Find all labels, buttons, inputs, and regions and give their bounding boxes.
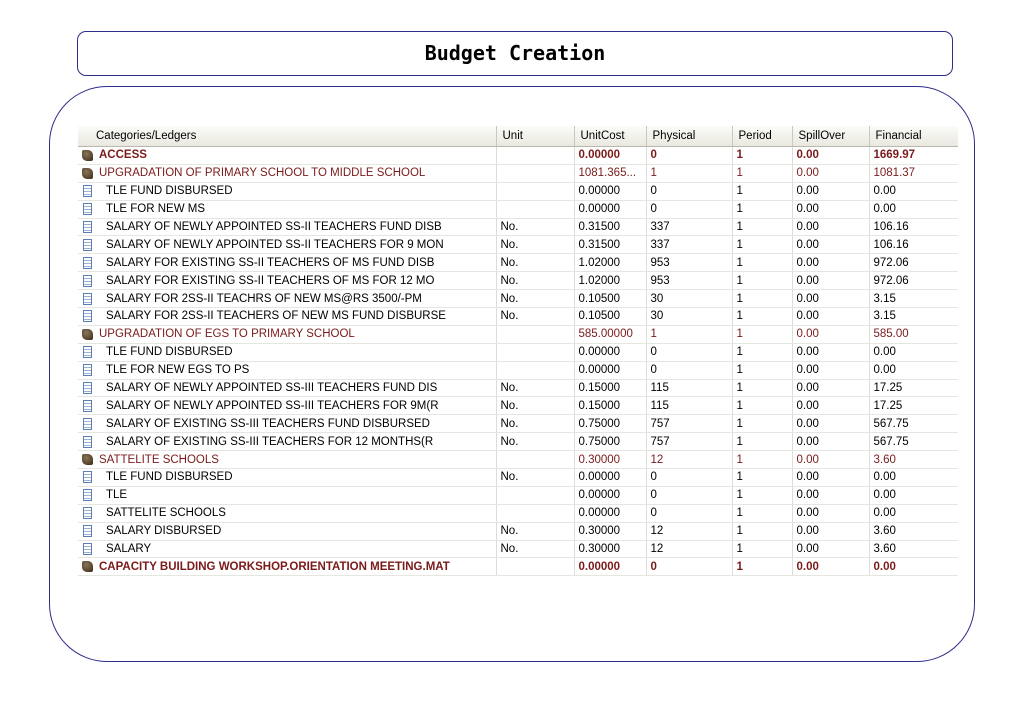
document-icon [83,418,92,430]
cell-unitcost[interactable]: 0.75000 [574,433,646,451]
cell-unit[interactable] [496,200,574,218]
cell-spillover[interactable]: 0.00 [792,272,869,290]
row-name: SALARY OF EXISTING SS-III TEACHERS FOR 12 MONTHS(R [106,435,434,448]
cell-financial[interactable]: 972.06 [869,254,958,272]
cell-unitcost[interactable]: 0.00000 [574,182,646,200]
cell-unitcost[interactable]: 0.00000 [574,343,646,361]
cell-unitcost[interactable]: 1.02000 [574,254,646,272]
cell-financial[interactable]: 0.00 [869,558,958,576]
document-icon [83,382,92,394]
cell-financial[interactable]: 0.00 [869,504,958,522]
category-row[interactable] [78,451,958,469]
folder-icon [82,454,93,465]
cell-period[interactable]: 1 [732,361,792,379]
row-name-cell[interactable] [78,433,496,451]
cell-unitcost[interactable]: 0.00000 [574,200,646,218]
cell-spillover[interactable]: 0.00 [792,343,869,361]
cell-physical[interactable]: 953 [646,272,732,290]
cell-spillover[interactable]: 0.00 [792,308,869,326]
document-icon [83,310,92,322]
row-name: SALARY OF NEWLY APPOINTED SS-III TEACHERS FUND DIS [106,382,438,395]
cell-spillover[interactable]: 0.00 [792,469,869,487]
cell-financial[interactable]: 106.16 [869,218,958,236]
ledger-row[interactable] [78,218,958,236]
cell-unitcost[interactable]: 0.10500 [574,308,646,326]
cell-period[interactable]: 1 [732,254,792,272]
cell-spillover[interactable]: 0.00 [792,558,869,576]
cell-physical[interactable]: 0 [646,343,732,361]
cell-period[interactable]: 1 [732,325,792,343]
cell-unit[interactable]: No. [496,218,574,236]
budget-grid [78,126,958,587]
cell-unit[interactable]: No. [496,236,574,254]
column-header-unitcost[interactable]: UnitCost [574,126,646,147]
cell-physical[interactable]: 337 [646,236,732,254]
folder-icon [82,150,93,161]
cell-period[interactable]: 1 [732,522,792,540]
row-name: SALARY [106,543,152,556]
row-name-cell[interactable] [78,558,496,576]
cell-spillover[interactable]: 0.00 [792,451,869,469]
ledger-row[interactable] [78,522,958,540]
ledger-row[interactable] [78,361,958,379]
cell-physical[interactable]: 1 [646,164,732,182]
document-icon [83,221,92,233]
cell-unitcost[interactable]: 0.00000 [574,361,646,379]
cell-period[interactable]: 1 [732,218,792,236]
cell-unitcost[interactable]: 0.10500 [574,290,646,308]
cell-spillover[interactable]: 0.00 [792,361,869,379]
document-icon [83,436,92,448]
document-icon [83,239,92,251]
row-name: UPGRADATION OF PRIMARY SCHOOL TO MIDDLE SCHOOL [99,167,426,180]
row-name: SALARY FOR EXISTING SS-II TEACHERS OF MS FUND DISB [106,256,435,269]
ledger-row[interactable] [78,379,958,397]
ledger-row[interactable] [78,415,958,433]
cell-unit[interactable]: No. [496,415,574,433]
row-name: CAPACITY BUILDING WORKSHOP.ORIENTATION MEETING.MAT [99,560,450,573]
document-icon [83,400,92,412]
row-name: TLE FUND DISBURSED [106,471,233,484]
cell-period[interactable]: 1 [732,272,792,290]
cell-financial[interactable]: 3.60 [869,540,958,558]
cell-physical[interactable]: 12 [646,522,732,540]
document-icon [83,364,92,376]
cell-physical[interactable]: 953 [646,254,732,272]
ledger-row[interactable] [78,236,958,254]
column-header-spillover[interactable]: SpillOver [792,126,869,147]
cell-financial[interactable]: 3.60 [869,451,958,469]
cell-unit[interactable]: No. [496,308,574,326]
row-name-cell[interactable] [78,361,496,379]
document-icon [83,489,92,501]
ledger-row[interactable] [78,469,958,487]
title-panel [77,31,953,76]
cell-financial[interactable]: 585.00 [869,325,958,343]
cell-spillover[interactable]: 0.00 [792,182,869,200]
document-icon [83,543,92,555]
cell-spillover[interactable]: 0.00 [792,504,869,522]
cell-financial[interactable]: 0.00 [869,361,958,379]
cell-financial[interactable]: 1669.97 [869,147,958,165]
cell-unit[interactable] [496,486,574,504]
cell-unit[interactable]: No. [496,540,574,558]
category-row[interactable] [78,325,958,343]
row-name-cell[interactable] [78,469,496,487]
cell-spillover[interactable]: 0.00 [792,147,869,165]
cell-financial[interactable]: 0.00 [869,469,958,487]
row-name-cell[interactable] [78,272,496,290]
cell-spillover[interactable]: 0.00 [792,540,869,558]
row-name: SALARY OF NEWLY APPOINTED SS-II TEACHERS FUND DISB [106,221,442,234]
cell-physical[interactable]: 337 [646,218,732,236]
cell-unitcost[interactable]: 0.15000 [574,379,646,397]
cell-period[interactable]: 1 [732,290,792,308]
cell-period[interactable]: 1 [732,451,792,469]
document-icon [83,507,92,519]
cell-unit[interactable] [496,451,574,469]
cell-physical[interactable]: 30 [646,308,732,326]
ledger-row[interactable] [78,433,958,451]
cell-unitcost[interactable]: 0.30000 [574,522,646,540]
cell-unit[interactable]: No. [496,469,574,487]
cell-unit[interactable]: No. [496,433,574,451]
cell-physical[interactable]: 757 [646,433,732,451]
ledger-row[interactable] [78,290,958,308]
row-name-cell[interactable] [78,325,496,343]
cell-financial[interactable]: 567.75 [869,415,958,433]
document-icon [83,203,92,215]
category-row[interactable] [78,558,958,576]
row-name: ACCESS [99,149,147,162]
ledger-row[interactable] [78,272,958,290]
cell-financial[interactable]: 0.00 [869,200,958,218]
cell-period[interactable]: 1 [732,379,792,397]
budget-table [78,126,958,576]
column-header-period[interactable]: Period [732,126,792,147]
cell-physical[interactable]: 0 [646,558,732,576]
ledger-row[interactable] [78,504,958,522]
cell-physical[interactable]: 757 [646,415,732,433]
row-name-cell[interactable] [78,451,496,469]
row-name: SALARY FOR 2SS-II TEACHERS OF NEW MS FUND DISBURSE [106,310,446,323]
cell-period[interactable]: 1 [732,164,792,182]
folder-icon [82,168,93,179]
cell-spillover[interactable]: 0.00 [792,164,869,182]
row-name: SALARY DISBURSED [106,525,222,538]
cell-period[interactable]: 1 [732,308,792,326]
cell-unitcost[interactable]: 1.02000 [574,272,646,290]
row-name-cell[interactable] [78,308,496,326]
cell-spillover[interactable]: 0.00 [792,379,869,397]
cell-physical[interactable]: 0 [646,147,732,165]
cell-unitcost[interactable]: 0.00000 [574,504,646,522]
cell-financial[interactable]: 17.25 [869,397,958,415]
row-name-cell[interactable] [78,254,496,272]
document-icon [83,471,92,483]
ledger-row[interactable] [78,486,958,504]
column-header-physical[interactable]: Physical [646,126,732,147]
ledger-row[interactable] [78,343,958,361]
cell-unit[interactable]: No. [496,272,574,290]
cell-financial[interactable]: 3.60 [869,522,958,540]
cell-physical[interactable]: 12 [646,540,732,558]
cell-financial[interactable]: 17.25 [869,379,958,397]
row-name-cell[interactable] [78,164,496,182]
cell-unit[interactable]: No. [496,379,574,397]
row-name: TLE FUND DISBURSED [106,346,233,359]
row-name-cell[interactable] [78,486,496,504]
row-name: TLE FOR NEW MS [106,203,206,216]
cell-financial[interactable]: 0.00 [869,182,958,200]
cell-physical[interactable]: 0 [646,182,732,200]
row-name-cell[interactable] [78,522,496,540]
cell-spillover[interactable]: 0.00 [792,218,869,236]
cell-unit[interactable]: No. [496,522,574,540]
cell-unit[interactable] [496,361,574,379]
cell-physical[interactable]: 12 [646,451,732,469]
document-icon [83,293,92,305]
cell-physical[interactable]: 115 [646,397,732,415]
cell-spillover[interactable]: 0.00 [792,200,869,218]
cell-unitcost[interactable]: 585.00000 [574,325,646,343]
page-title: Budget Creation [424,41,606,65]
document-icon [83,346,92,358]
cell-period[interactable]: 1 [732,433,792,451]
row-name: UPGRADATION OF EGS TO PRIMARY SCHOOL [99,328,355,341]
row-name-cell[interactable] [78,182,496,200]
cell-spillover[interactable]: 0.00 [792,236,869,254]
cell-financial[interactable]: 1081.37 [869,164,958,182]
cell-unit[interactable] [496,164,574,182]
cell-physical[interactable]: 0 [646,469,732,487]
cell-period[interactable]: 1 [732,504,792,522]
cell-period[interactable]: 1 [732,397,792,415]
cell-spillover[interactable]: 0.00 [792,486,869,504]
cell-spillover[interactable]: 0.00 [792,522,869,540]
cell-unitcost[interactable]: 0.30000 [574,540,646,558]
row-name-cell[interactable] [78,218,496,236]
cell-unitcost[interactable]: 0.75000 [574,415,646,433]
document-icon [83,257,92,269]
cell-spillover[interactable]: 0.00 [792,325,869,343]
cell-unitcost[interactable]: 0.30000 [574,451,646,469]
cell-physical[interactable]: 0 [646,361,732,379]
cell-unit[interactable]: No. [496,397,574,415]
ledger-row[interactable] [78,308,958,326]
cell-unit[interactable] [496,147,574,165]
cell-unitcost[interactable]: 0.00000 [574,469,646,487]
cell-physical[interactable]: 30 [646,290,732,308]
cell-period[interactable]: 1 [732,200,792,218]
row-name-cell[interactable] [78,540,496,558]
cell-period[interactable]: 1 [732,147,792,165]
cell-spillover[interactable]: 0.00 [792,397,869,415]
row-name: SALARY FOR EXISTING SS-II TEACHERS OF MS FOR 12 MO [106,274,435,287]
cell-unitcost[interactable]: 0.15000 [574,397,646,415]
row-name: SATTELITE SCHOOLS [99,453,219,466]
document-icon [83,275,92,287]
cell-spillover[interactable]: 0.00 [792,254,869,272]
cell-unit[interactable]: No. [496,254,574,272]
row-name-cell[interactable] [78,236,496,254]
cell-period[interactable]: 1 [732,343,792,361]
cell-financial[interactable]: 972.06 [869,272,958,290]
row-name: SALARY FOR 2SS-II TEACHRS OF NEW MS@RS 3500/-PM [106,292,422,305]
ledger-row[interactable] [78,254,958,272]
cell-unit[interactable] [496,325,574,343]
cell-unitcost[interactable]: 0.31500 [574,236,646,254]
row-name: TLE FUND DISBURSED [106,185,233,198]
cell-financial[interactable]: 0.00 [869,486,958,504]
cell-unit[interactable] [496,504,574,522]
row-name-cell[interactable] [78,379,496,397]
cell-physical[interactable]: 0 [646,504,732,522]
column-header-categories[interactable]: Categories/Ledgers [78,126,496,147]
document-icon [83,185,92,197]
cell-period[interactable]: 1 [732,540,792,558]
row-name: TLE [106,489,128,502]
cell-financial[interactable]: 3.15 [869,290,958,308]
folder-icon [82,561,93,572]
header-row [78,126,958,147]
row-name: SATTELITE SCHOOLS [106,507,226,520]
cell-unit[interactable] [496,182,574,200]
cell-unitcost[interactable]: 0.00000 [574,486,646,504]
cell-unitcost[interactable]: 0.00000 [574,147,646,165]
folder-icon [82,329,93,340]
cell-period[interactable]: 1 [732,236,792,254]
ledger-row[interactable] [78,397,958,415]
cell-financial[interactable]: 0.00 [869,343,958,361]
cell-unitcost[interactable]: 0.00000 [574,558,646,576]
cell-physical[interactable]: 0 [646,486,732,504]
row-name: SALARY OF NEWLY APPOINTED SS-II TEACHERS FOR 9 MON [106,238,444,251]
cell-period[interactable]: 1 [732,558,792,576]
cell-financial[interactable]: 3.15 [869,308,958,326]
cell-physical[interactable]: 1 [646,325,732,343]
column-header-financial[interactable]: Financial [869,126,958,147]
ledger-row[interactable] [78,200,958,218]
cell-period[interactable]: 1 [732,486,792,504]
row-name-cell[interactable] [78,504,496,522]
cell-financial[interactable]: 106.16 [869,236,958,254]
column-header-unit[interactable]: Unit [496,126,574,147]
cell-physical[interactable]: 115 [646,379,732,397]
cell-unit[interactable] [496,343,574,361]
row-name: SALARY OF NEWLY APPOINTED SS-III TEACHERS FOR 9M(R [106,399,439,412]
cell-period[interactable]: 1 [732,469,792,487]
row-name-cell[interactable] [78,147,496,165]
cell-spillover[interactable]: 0.00 [792,433,869,451]
cell-spillover[interactable]: 0.00 [792,415,869,433]
category-row[interactable] [78,147,958,165]
cell-period[interactable]: 1 [732,182,792,200]
cell-financial[interactable]: 567.75 [869,433,958,451]
row-name-cell[interactable] [78,415,496,433]
grid-body [78,147,958,576]
row-name-cell[interactable] [78,290,496,308]
cell-physical[interactable]: 0 [646,200,732,218]
cell-period[interactable]: 1 [732,415,792,433]
row-name-cell[interactable] [78,397,496,415]
cell-unitcost[interactable]: 0.31500 [574,218,646,236]
cell-unit[interactable] [496,558,574,576]
ledger-row[interactable] [78,540,958,558]
category-row[interactable] [78,164,958,182]
cell-unitcost[interactable]: 1081.365... [574,164,646,182]
row-name-cell[interactable] [78,343,496,361]
cell-unit[interactable]: No. [496,290,574,308]
row-name: SALARY OF EXISTING SS-III TEACHERS FUND DISBURSED [106,417,430,430]
row-name: TLE FOR NEW EGS TO PS [106,364,250,377]
ledger-row[interactable] [78,182,958,200]
document-icon [83,525,92,537]
cell-spillover[interactable]: 0.00 [792,290,869,308]
row-name-cell[interactable] [78,200,496,218]
